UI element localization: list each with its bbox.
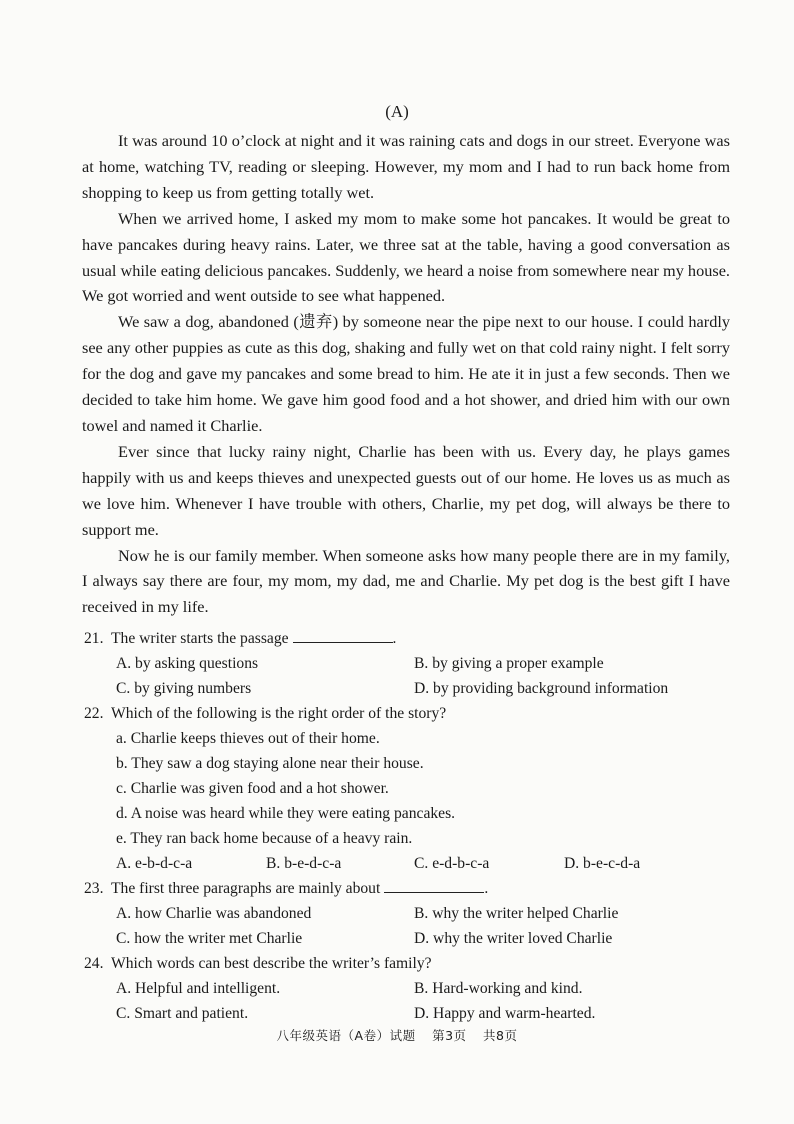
- option-b: B. Hard-working and kind.: [414, 980, 583, 997]
- question-22: [84, 701, 744, 876]
- option-d: D. Happy and warm-hearted.: [414, 1005, 596, 1022]
- question-text: The first three paragraphs are mainly about: [111, 880, 381, 897]
- question-number: 23.: [84, 880, 104, 897]
- passage-paragraph: Ever since that lucky rainy night, Charlie has been with us. Every day, he plays games happily with us and keeps thieves and unexpected guests out of our home. He loves us as much as we love him. Whenever I have trouble with others, Charlie, my pet dog, will always be there to support me.: [82, 441, 730, 539]
- option-c: C. e-d-b-c-a: [414, 855, 490, 872]
- answer-blank: [384, 878, 484, 893]
- option-b: B. b-e-d-c-a: [266, 855, 342, 872]
- option-c: C. by giving numbers: [116, 680, 252, 697]
- option-a: A. by asking questions: [116, 655, 259, 672]
- question-number: 21.: [84, 630, 104, 647]
- option-b: B. why the writer helped Charlie: [414, 905, 619, 922]
- reading-passage: [82, 128, 730, 620]
- event-item: d. A noise was heard while they were eating pancakes.: [116, 805, 456, 822]
- passage-paragraph: It was around 10 o’clock at night and it was raining cats and dogs in our street. Everyone was at home, watching TV, reading or sleeping. However, my mom and I had to run back home from shopping to keep us from getting totally wet.: [82, 131, 730, 202]
- question-text: Which of the following is the right order of the story?: [111, 705, 447, 722]
- question-text: Which words can best describe the writer’s family?: [111, 955, 432, 972]
- event-item: c. Charlie was given food and a hot shower.: [116, 780, 389, 797]
- question-21: [84, 626, 744, 701]
- question-24: [84, 951, 744, 1026]
- section-label: (A): [385, 102, 409, 121]
- option-d: D. by providing background information: [414, 680, 669, 697]
- option-row: [84, 676, 744, 701]
- question-number: 24.: [84, 955, 104, 972]
- option-c: C. how the writer met Charlie: [116, 930, 303, 947]
- page-footer: [0, 1026, 794, 1044]
- option-d: D. b-e-c-d-a: [564, 855, 641, 872]
- option-a: A. how Charlie was abandoned: [116, 905, 312, 922]
- exam-title: 八年级英语（A卷）试题: [276, 1028, 416, 1043]
- page-total: 共8页: [483, 1028, 518, 1043]
- option-row: [84, 1001, 744, 1026]
- question-list: [84, 626, 744, 1026]
- event-item: b. They saw a dog staying alone near their house.: [116, 755, 424, 772]
- event-item: e. They ran back home because of a heavy rain.: [116, 830, 413, 847]
- answer-blank: [293, 628, 393, 643]
- question-stem: [84, 951, 744, 976]
- option-a: A. e-b-d-c-a: [116, 855, 193, 872]
- question-stem: [84, 876, 744, 901]
- question-end-punct: .: [392, 630, 397, 647]
- option-row: [84, 926, 744, 951]
- question-end-punct: .: [484, 880, 489, 897]
- question-stem: [84, 701, 744, 726]
- question-text: The writer starts the passage: [111, 630, 289, 647]
- passage-paragraph: When we arrived home, I asked my mom to make some hot pancakes. It would be great to have pancakes during heavy rains. Later, we three sat at the table, having a good conversation as usual while eating delicious pancakes. Suddenly, we heard a noise from somewhere near my house. We got worried and went outside to see what happened.: [82, 208, 730, 306]
- question-stem: [84, 626, 744, 651]
- option-b: B. by giving a proper example: [414, 655, 604, 672]
- passage-paragraph: We saw a dog, abandoned (遗弃) by someone near the pipe next to our house. I could hardly see any other puppies as cute as this dog, shaking and fully wet on that cold rainy night. I felt sorry for the dog and gave my pancakes and some bread to him. He ate it in just a few seconds. Then we decided to take him home. We gave him good food and a hot shower, and dried him with our own towel and named it Charlie.: [82, 312, 730, 435]
- option-row: [84, 851, 744, 876]
- option-c: C. Smart and patient.: [116, 1005, 249, 1022]
- option-a: A. Helpful and intelligent.: [116, 980, 281, 997]
- event-item: a. Charlie keeps thieves out of their home.: [116, 730, 380, 747]
- option-row: [84, 651, 744, 676]
- question-23: [84, 876, 744, 951]
- question-number: 22.: [84, 705, 104, 722]
- option-row: [84, 976, 744, 1001]
- page-number: 第3页: [432, 1028, 467, 1043]
- option-row: [84, 901, 744, 926]
- passage-paragraph: Now he is our family member. When someone asks how many people there are in my family, I always say there are four, my mom, my dad, me and Charlie. My pet dog is the best gift I have received in my life.: [82, 545, 730, 617]
- option-d: D. why the writer loved Charlie: [414, 930, 613, 947]
